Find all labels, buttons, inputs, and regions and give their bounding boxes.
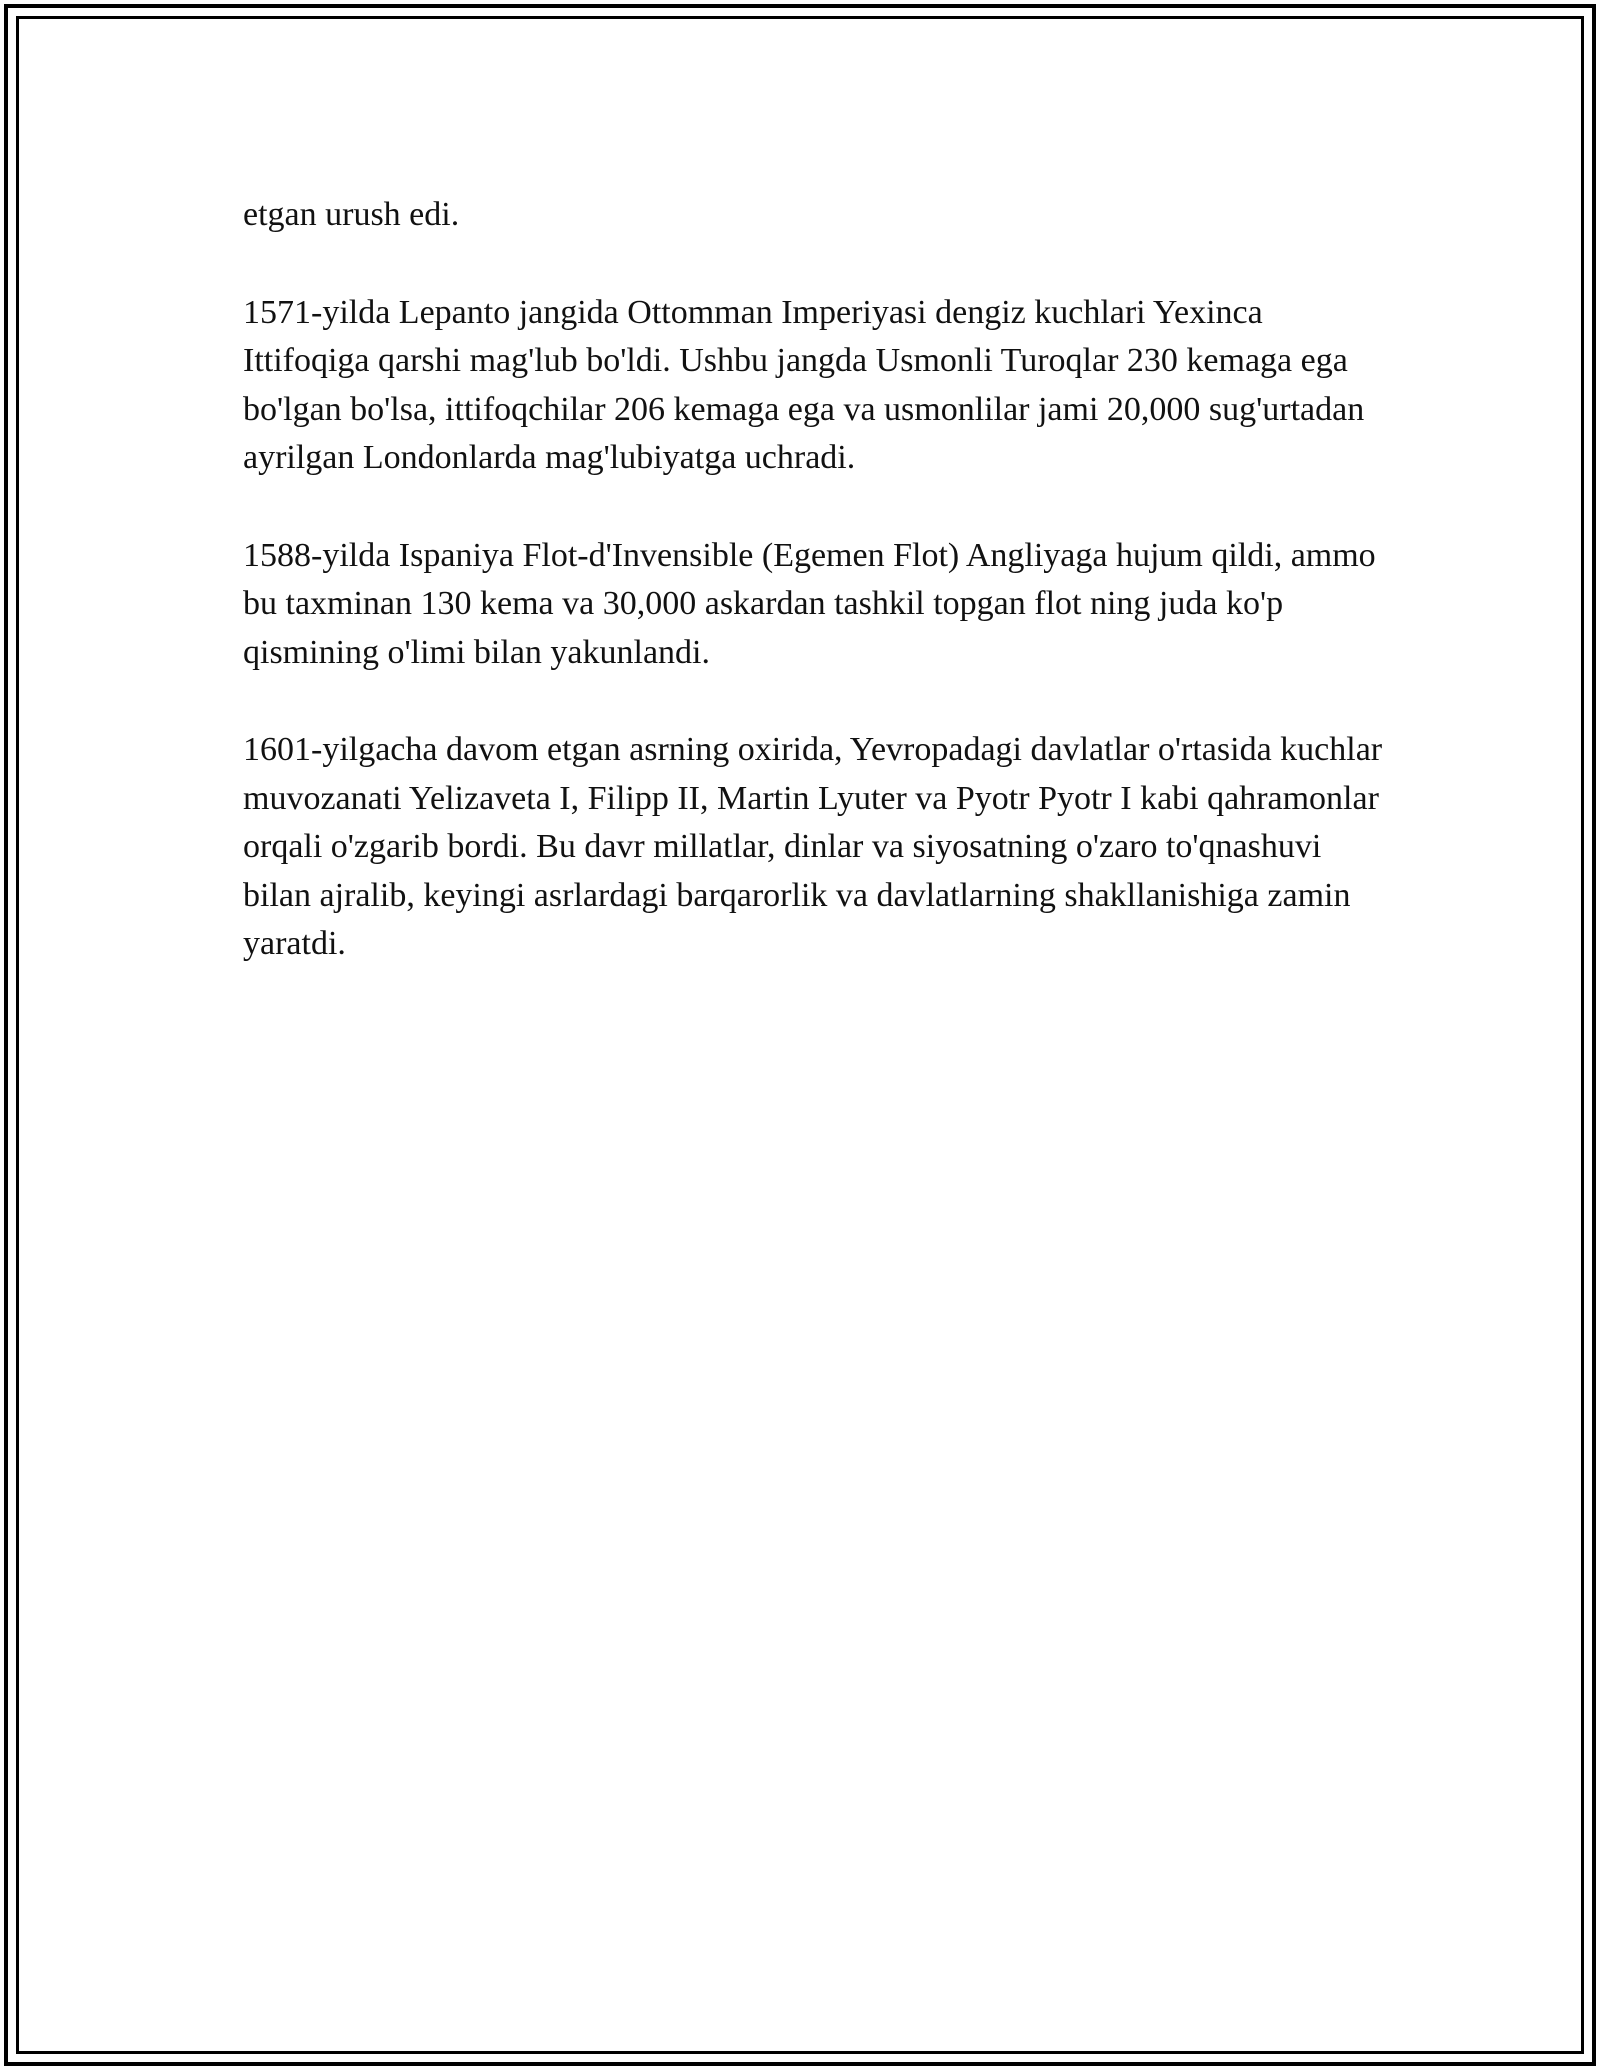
document-body — [243, 191, 1383, 1018]
paragraph-1: etgan urush edi. — [243, 196, 460, 233]
paragraph-2: 1571-yilda Lepanto jangida Ottomman Imperiyasi dengiz kuchlari Yexinca Ittifoqiga qarshi mag'lub bo'ldi. Ushbu jangda Usmonli Turoqlar 230 kemaga ega bo'lgan bo'lsa, ittifoqchilar 206 kemaga ega va usmonlilar jami 20,000 sug'urtadan ayrilgan Londonlarda mag'lubiyatga uchradi. — [243, 293, 1365, 476]
paragraph-3: 1588-yilda Ispaniya Flot-d'Invensible (Egemen Flot) Angliyaga hujum qildi, ammo bu taxminan 130 kema va 30,000 askardan tashkil topgan flot ning juda ko'p qismining o'limi bilan yakunlandi. — [243, 536, 1376, 671]
page-frame — [4, 4, 1596, 2066]
paragraph-4: 1601-yilgacha davom etgan asrning oxirida, Yevropadagi davlatlar o'rtasida kuchlar muvozanati Yelizaveta I, Filipp II, Martin Lyuter va Pyotr Pyotr I kabi qahramonlar orqali o'zgarib bordi. Bu davr millatlar, dinlar va siyosatning o'zaro to'qnashuvi bilan ajralib, keyingi asrlardagi barqarorlik va davlatlarning shakllanishiga zamin yaratdi. — [243, 731, 1383, 962]
